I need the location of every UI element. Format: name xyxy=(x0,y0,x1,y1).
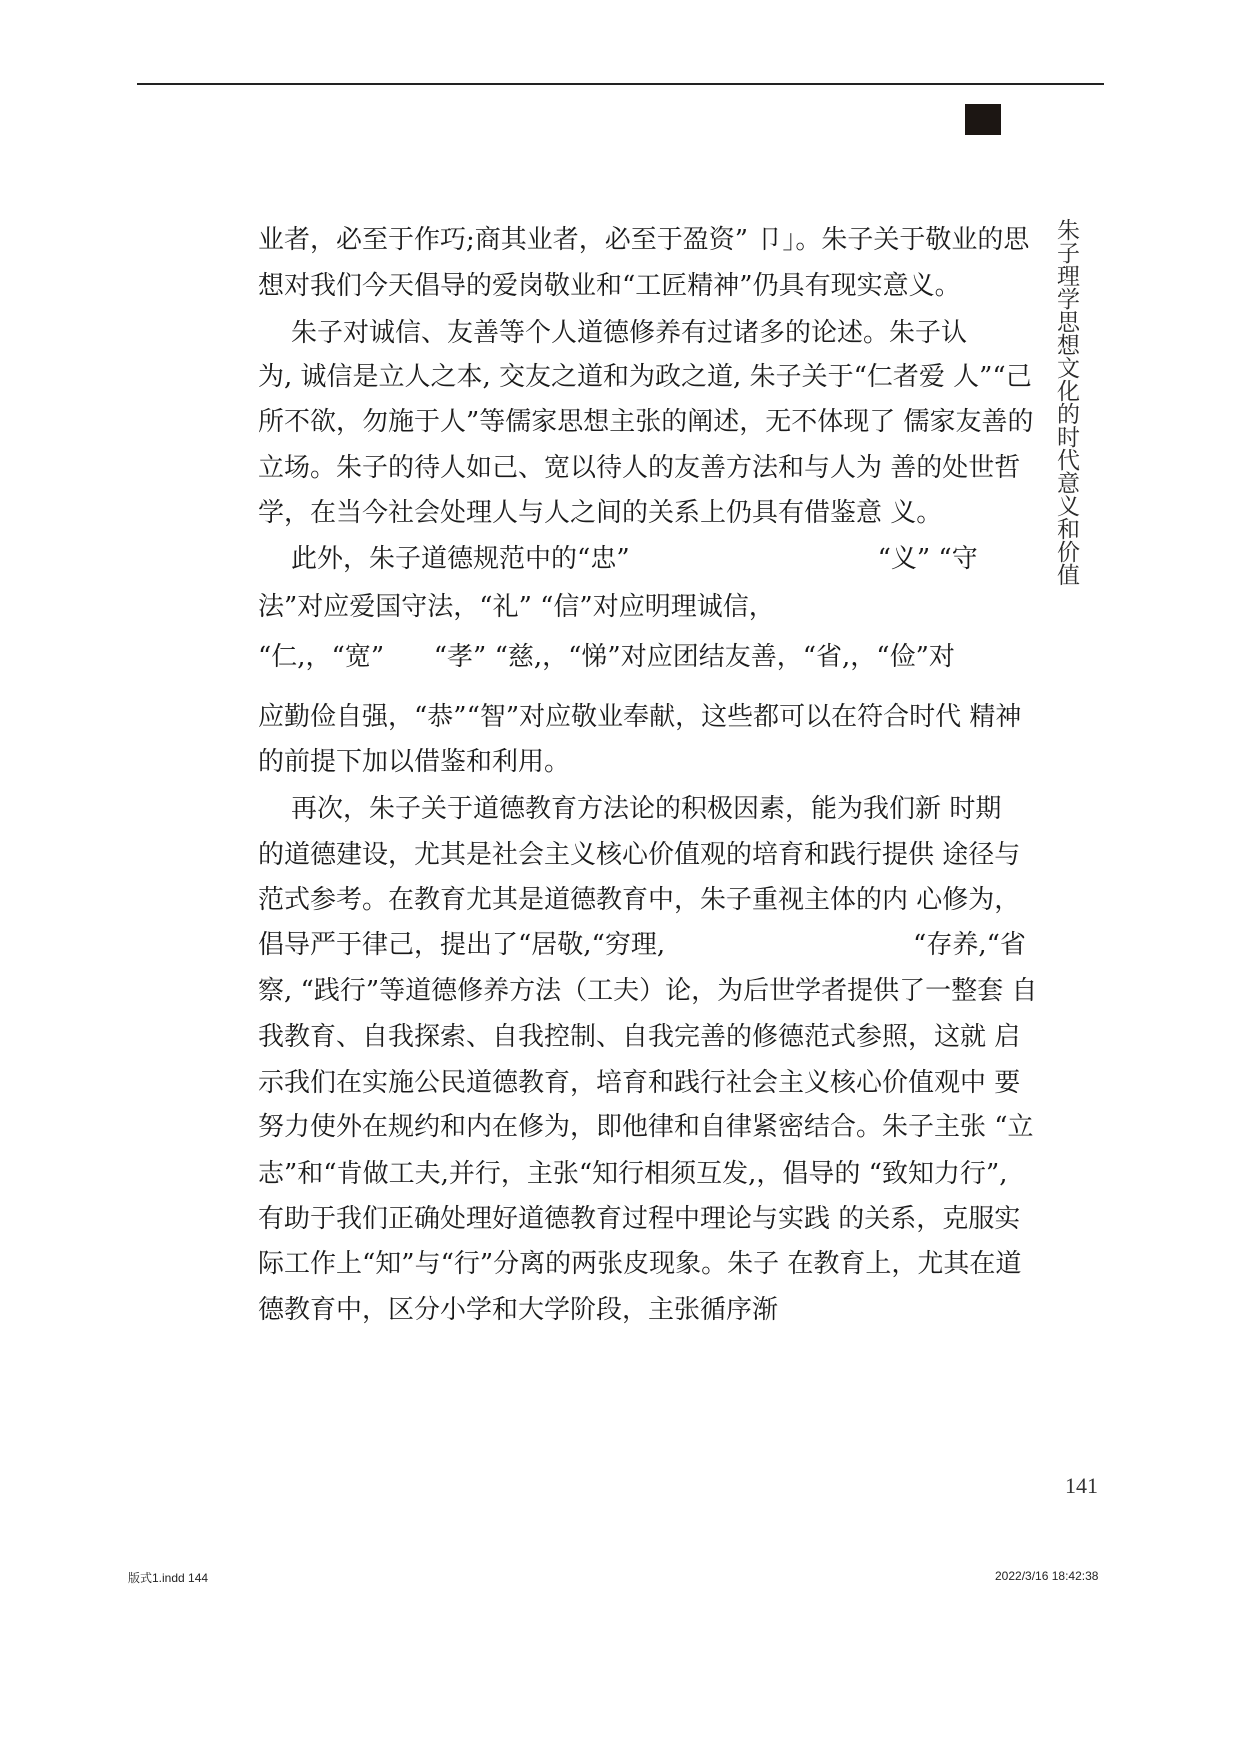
text-line: 志”和“肯做工夫,并行，主张“知行相须互发,，倡导的 “致知力行”, xyxy=(258,1159,1008,1189)
text-line: 际工作上“知”与“行”分离的两张皮现象。朱子 在教育上，尤其在道 xyxy=(258,1249,1022,1279)
page-number: 141 xyxy=(1065,1473,1098,1498)
text-line: 为, 诚信是立人之本, 交友之道和为政之道, 朱子关于“仁者爱 人”“己 xyxy=(258,362,1032,392)
text-line: 再次，朱子关于道德教育方法论的积极因素，能为我们新 时期 xyxy=(258,794,1002,824)
text-line: 范式参考。在教育尤其是道德教育中，朱子重视主体的内 心修为， xyxy=(258,885,1021,915)
text-line: 想对我们今天倡导的爱岗敬业和“工匠精神”仍具有现实意义。 xyxy=(258,271,961,301)
footer-timestamp: 2022/3/16 18:42:38 xyxy=(995,1569,1099,1583)
text-line: 立场。朱子的待人如己、宽以待人的友善方法和与人为 善的处世哲 xyxy=(258,453,1021,483)
corner-marker-block xyxy=(965,104,1001,135)
text-line: 的前提下加以借鉴和利用。 xyxy=(258,747,571,777)
text-line: 此外，朱子道德规范中的“忠” “义” “守 xyxy=(258,544,978,574)
text-line: 业者，必至于作巧;商其业者，必至于盈资” 卩」。朱子关于敬业的思 xyxy=(258,225,1030,255)
text-line: 德教育中，区分小学和大学阶段，主张循序渐 xyxy=(258,1295,779,1325)
footer-file-name: 版式1.indd 144 xyxy=(128,1571,209,1585)
text-line: 应勤俭自强，“恭”“智”对应敬业奉献，这些都可以在符合时代 精神 xyxy=(258,702,1022,732)
text-line: 法”对应爱国守法，“礼” “信”对应明理诚信， xyxy=(258,592,775,622)
text-line: 学，在当今社会处理人与人之间的关系上仍具有借鉴意 义。 xyxy=(258,498,943,528)
text-line: 示我们在实施公民道德教育，培育和践行社会主义核心价值观中 要 xyxy=(258,1068,1021,1098)
running-head-vertical: 朱子理学思想文化的时代意义和价值 xyxy=(1053,218,1079,586)
text-line: 努力使外在规约和内在修为，即他律和自律紧密结合。朱子主张 “立 xyxy=(258,1112,1034,1142)
text-line: 的道德建设，尤其是社会主义核心价值观的培育和践行提供 途径与 xyxy=(258,840,1021,870)
text-line: 朱子对诚信、友善等个人道德修养有过诸多的论述。朱子认 xyxy=(258,318,968,348)
text-line: 我教育、自我探索、自我控制、自我完善的修德范式参照，这就 启 xyxy=(258,1022,1021,1052)
text-line: 有助于我们正确处理好道德教育过程中理论与实践 的关系，克服实 xyxy=(258,1204,1021,1234)
text-line: 所不欲，勿施于人”等儒家思想主张的阐述，无不体现了 儒家友善的 xyxy=(258,407,1034,437)
text-line: “仁,，“宽” “孝” “慈,，“悌”对应团结友善，“省,，“俭”对 xyxy=(258,642,955,672)
top-rule xyxy=(137,83,1104,85)
text-line: 察, “践行”等道德修养方法（工夫）论，为后世学者提供了一整套 自 xyxy=(258,976,1038,1006)
text-line: 倡导严于律己，提出了“居敬,“穷理, “存养,“省 xyxy=(258,930,1026,960)
